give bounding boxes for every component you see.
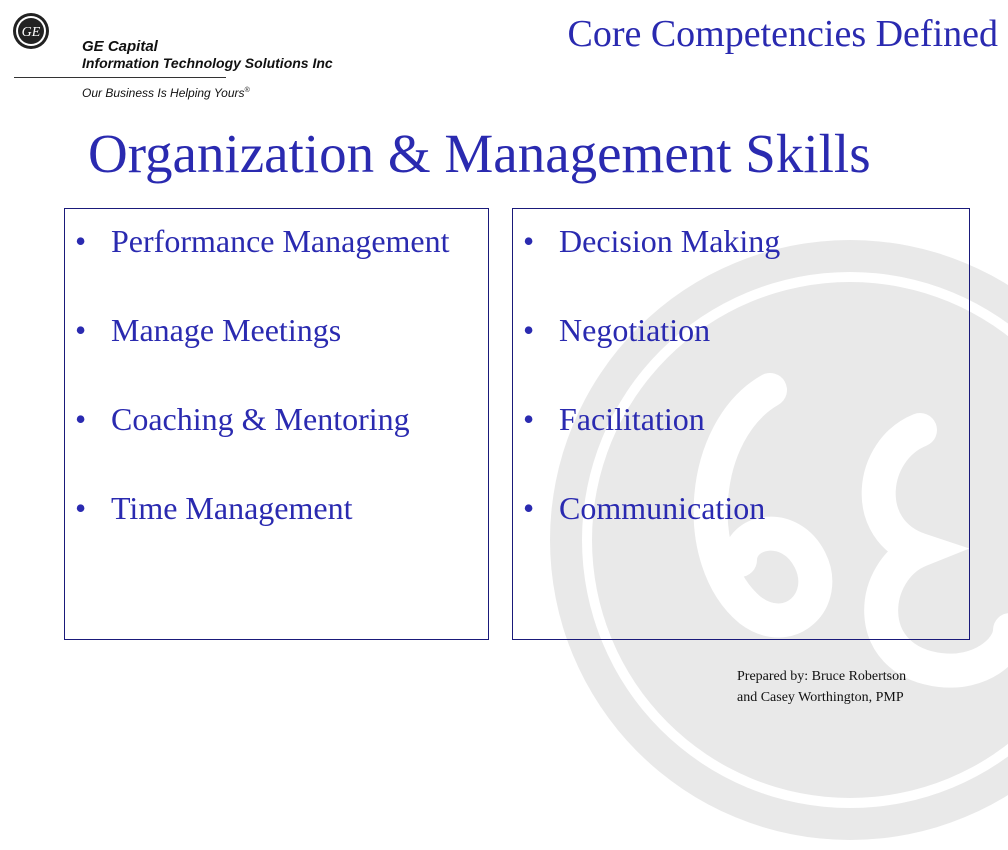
list-item-label: Performance Management bbox=[111, 223, 450, 259]
ge-logo-icon bbox=[12, 12, 50, 50]
bullet-icon: • bbox=[75, 312, 87, 348]
header-divider bbox=[14, 77, 226, 78]
left-skills-box bbox=[64, 208, 489, 640]
company-name: GE Capital bbox=[82, 38, 158, 55]
list-item bbox=[65, 397, 471, 441]
company-division: Information Technology Solutions Inc bbox=[82, 55, 333, 71]
slide-title: Organization & Management Skills bbox=[88, 123, 871, 184]
list-item bbox=[513, 308, 780, 352]
left-skills-list bbox=[65, 219, 471, 575]
list-item bbox=[65, 308, 471, 352]
tagline bbox=[82, 86, 250, 100]
list-item-label: Negotiation bbox=[559, 312, 711, 348]
bullet-icon: • bbox=[75, 401, 87, 437]
list-item bbox=[513, 397, 780, 441]
bullet-icon: • bbox=[523, 312, 535, 348]
right-skills-list bbox=[513, 219, 780, 575]
bullet-icon: • bbox=[523, 490, 535, 526]
right-skills-box bbox=[512, 208, 970, 640]
list-item-label: Decision Making bbox=[559, 223, 781, 259]
list-item bbox=[513, 219, 780, 263]
bullet-icon: • bbox=[75, 490, 87, 526]
list-item-label: Coaching & Mentoring bbox=[111, 401, 410, 437]
list-item-label: Communication bbox=[559, 490, 766, 526]
list-item bbox=[65, 219, 471, 263]
bullet-icon: • bbox=[523, 223, 535, 259]
logo-text: GE bbox=[21, 25, 41, 40]
prepared-by-footer bbox=[737, 666, 906, 708]
bullet-icon: • bbox=[75, 223, 87, 259]
list-item-label: Facilitation bbox=[559, 401, 705, 437]
header-title: Core Competencies Defined bbox=[567, 13, 998, 55]
list-item bbox=[65, 486, 471, 530]
list-item bbox=[513, 486, 780, 530]
list-item-label: Manage Meetings bbox=[111, 312, 342, 348]
footer-line-2: and Casey Worthington, PMP bbox=[737, 690, 904, 705]
list-item-label: Time Management bbox=[111, 490, 353, 526]
footer-line-1: Prepared by: Bruce Robertson bbox=[737, 669, 907, 684]
bullet-icon: • bbox=[523, 401, 535, 437]
tagline-mark: ® bbox=[244, 87, 250, 94]
tagline-text: Our Business Is Helping Yours bbox=[82, 86, 245, 100]
